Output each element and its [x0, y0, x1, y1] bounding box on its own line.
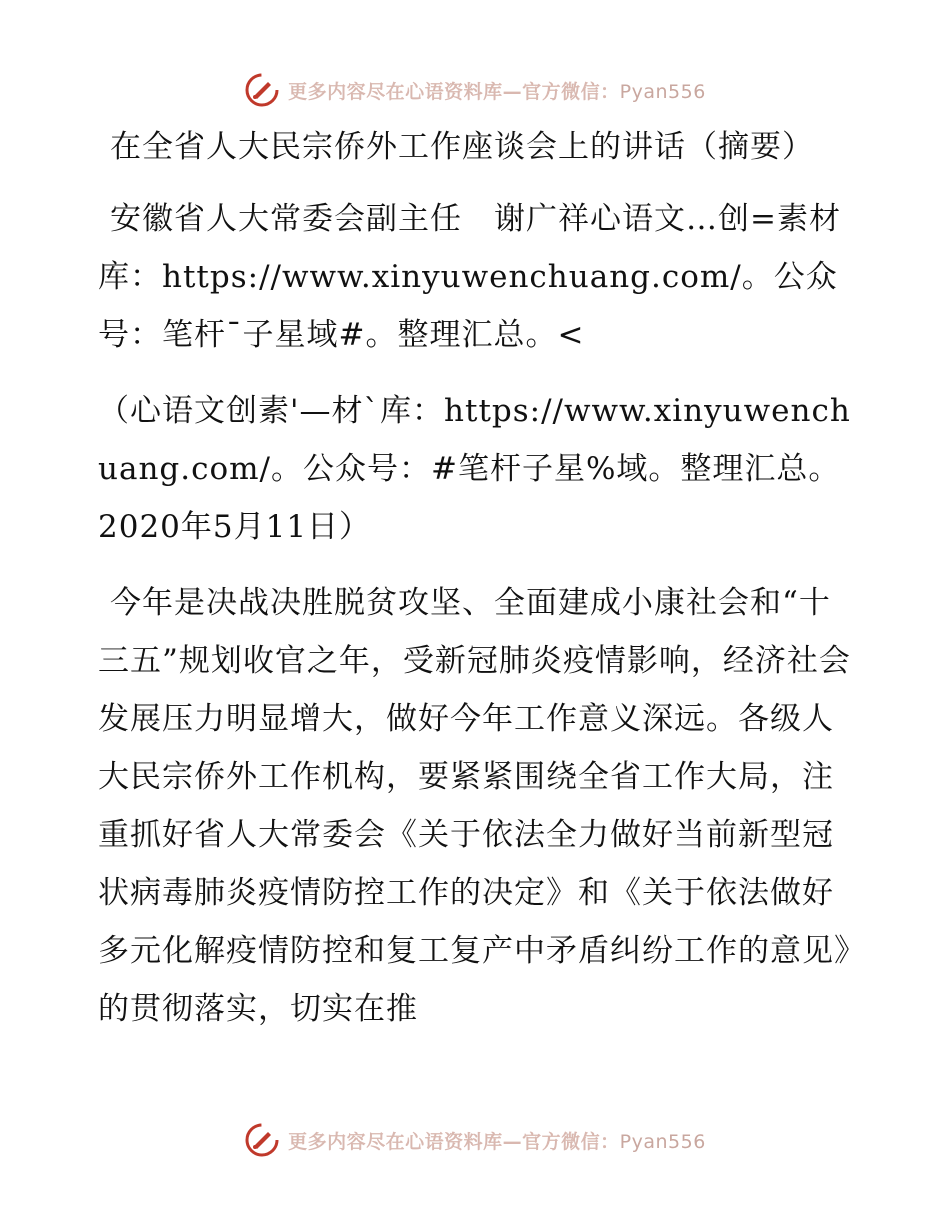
watermark-logo-icon — [244, 1122, 280, 1158]
footer-watermark — [0, 1120, 950, 1160]
header-watermark — [0, 70, 950, 110]
document-title: 在全省人大民宗侨外工作座谈会上的讲话（摘要） — [110, 129, 814, 165]
watermark-logo-icon — [244, 72, 280, 108]
watermark-text: 更多内容尽在心语资料库—官方微信：Pyan556 — [288, 1130, 706, 1153]
document-byline: 安徽省人大常委会副主任 谢广祥心语文…创=素材库：https://www.xinyuwenchuang.com/。公众号：笔杆¯子星域#。整理汇总。< — [98, 201, 841, 353]
watermark-text: 更多内容尽在心语资料库—官方微信：Pyan556 — [288, 80, 706, 103]
document-paragraph: 今年是决战决胜脱贫攻坚、全面建成小康社会和“十三五”规划收官之年，受新冠肺炎疫情影响，经济社会发展压力明显增大，做好今年工作意义深远。各级人大民宗侨外工作机构，要紧紧围绕全省工作大局，注重抓好省人大常委会《关于依法全力做好当前新型冠状病毒肺炎疫情防控工作的决定》和《关于依法做好多元化解疫情防控和复工复产中矛盾纠纷工作的意见》的贯彻落实，切实在推 — [98, 585, 851, 1027]
document-body — [98, 118, 854, 1056]
document-date-note: （心语文创素'—材`库：https://www.xinyuwenchuang.com/。公众号：#笔杆子星%域。整理汇总。2020年5月11日） — [98, 393, 851, 545]
